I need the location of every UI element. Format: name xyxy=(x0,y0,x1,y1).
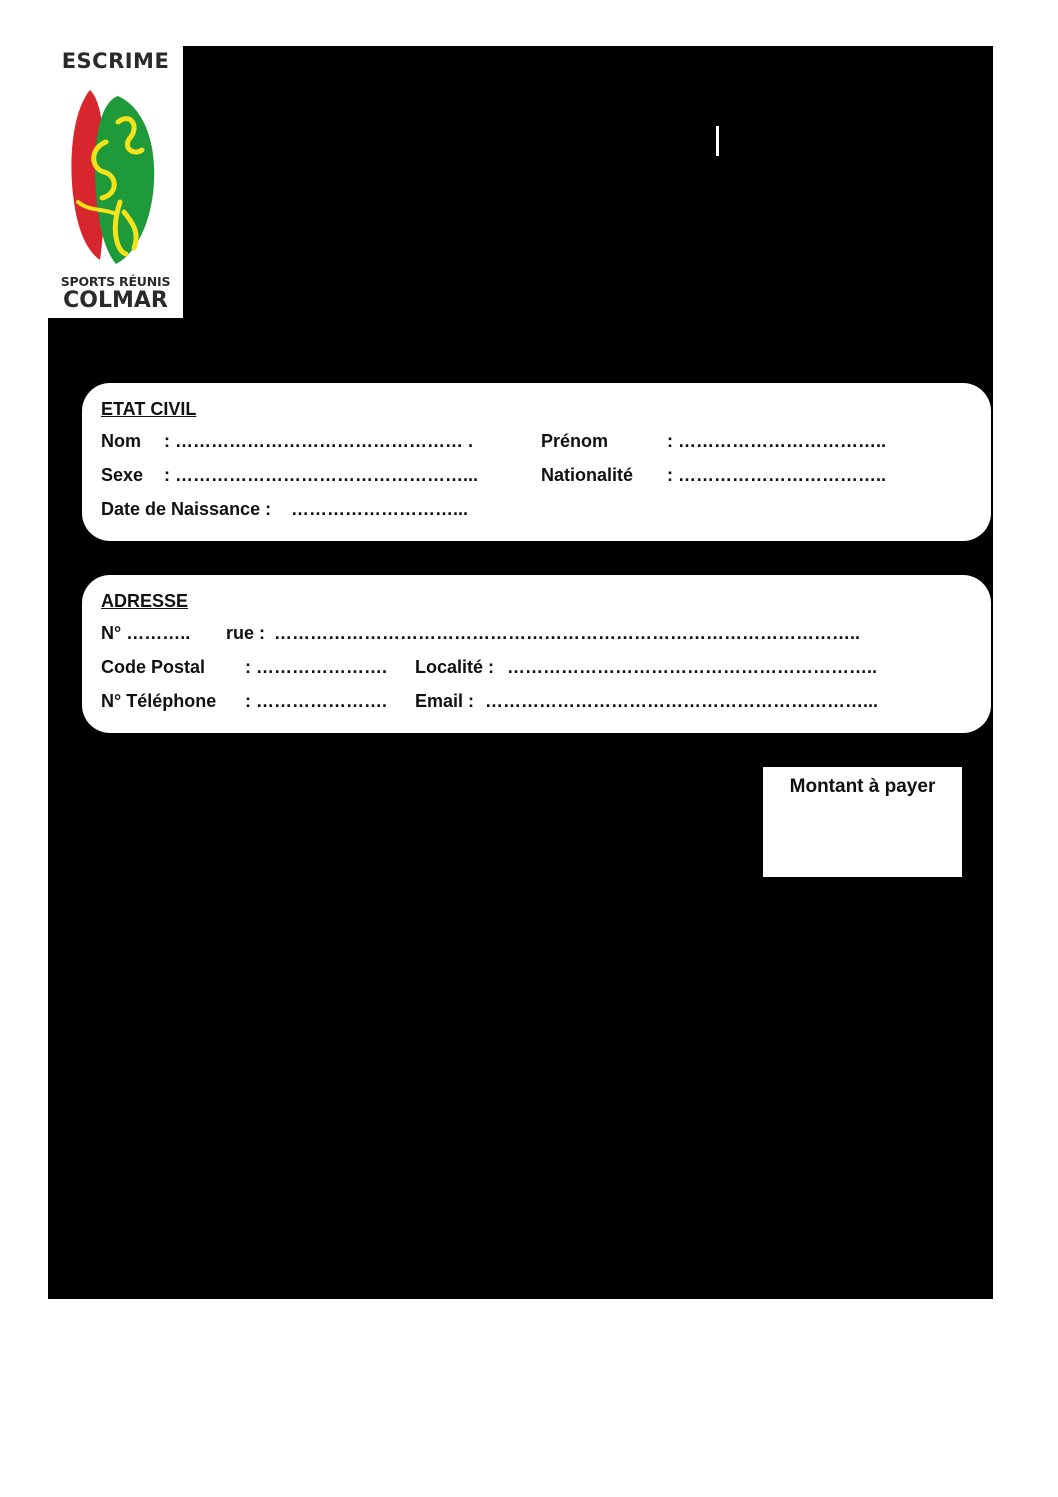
title-mark xyxy=(716,126,719,156)
etat-civil-section xyxy=(82,383,991,541)
prenom-label: Prénom xyxy=(541,431,609,451)
club-logo xyxy=(48,46,183,318)
logo-top-text: ESCRIME xyxy=(61,49,170,73)
adresse-section xyxy=(82,575,991,733)
sexe-label: Sexe xyxy=(101,465,144,485)
email-field[interactable]: ………………………………………………………... xyxy=(485,691,879,711)
montant-label: Montant à payer xyxy=(789,776,936,797)
nom-label: Nom xyxy=(101,431,141,451)
telephone-field[interactable]: : …………………. xyxy=(245,691,387,711)
nationalite-field[interactable]: : …………………………….. xyxy=(667,465,886,485)
rue-label: rue : xyxy=(226,623,266,643)
code-postal-label: Code Postal xyxy=(101,657,206,677)
prenom-field[interactable]: : …………………………….. xyxy=(667,431,886,451)
localite-field[interactable]: …………………………………………………….. xyxy=(507,657,878,677)
logo-sub-text: SPORTS RÉUNIS xyxy=(60,274,171,289)
logo-emblem xyxy=(60,82,170,272)
numero-field[interactable]: N° ……….. xyxy=(101,623,191,643)
email-label: Email : xyxy=(415,691,475,711)
nationalite-label: Nationalité xyxy=(541,465,634,485)
adresse-heading: ADRESSE xyxy=(101,591,189,611)
code-postal-field[interactable]: : …………………. xyxy=(245,657,387,677)
montant-box[interactable] xyxy=(763,767,962,877)
telephone-label: N° Téléphone xyxy=(101,691,217,711)
localite-label: Localité : xyxy=(415,657,495,677)
etat-civil-heading: ETAT CIVIL xyxy=(101,399,197,419)
naissance-label: Date de Naissance : xyxy=(101,499,272,519)
logo-city-text: COLMAR xyxy=(63,288,168,313)
sexe-field[interactable]: : …………………………………………... xyxy=(164,465,478,485)
rue-field[interactable]: …………………………………………………………………………………….. xyxy=(274,623,861,643)
nom-field[interactable]: : ………………………………………… . xyxy=(164,431,473,451)
naissance-field[interactable]: ………………………... xyxy=(291,499,469,519)
